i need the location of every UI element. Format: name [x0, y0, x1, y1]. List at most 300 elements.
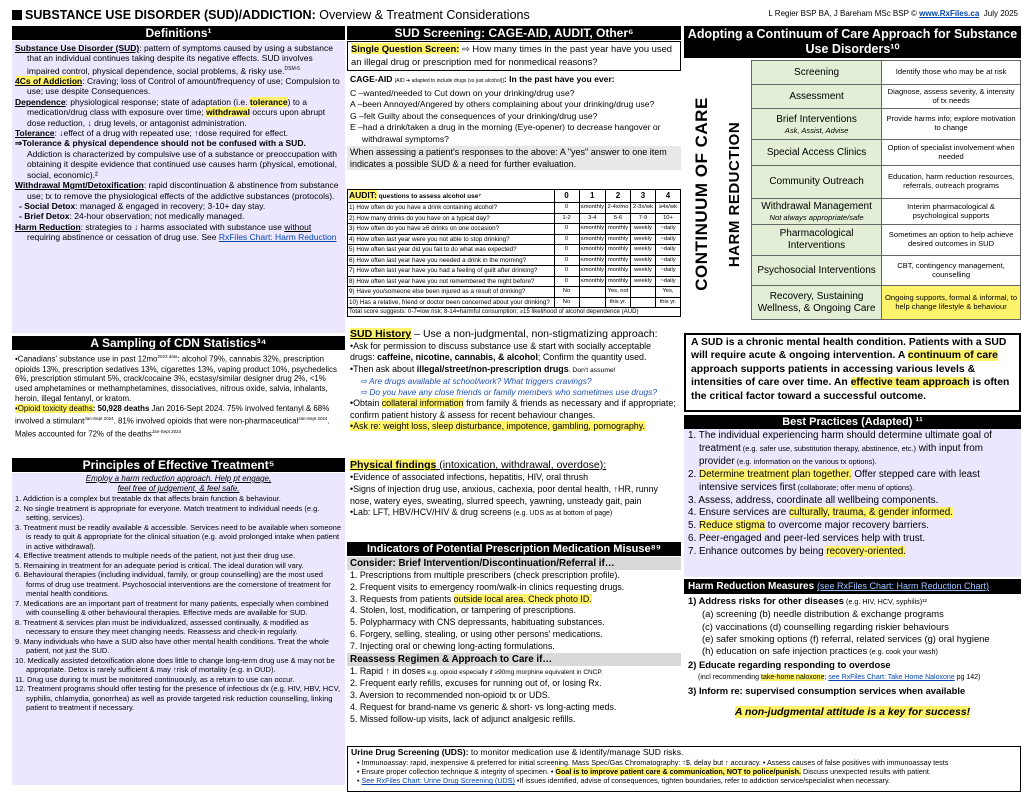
- audit-cell: ≤monthly: [579, 224, 605, 235]
- continuum-row: [752, 286, 1021, 320]
- principle-item: 5. Remaining in treatment for an adequate period is critical. The ideal duration will vary.: [15, 560, 304, 570]
- history-l2b: illegal/street/non-prescription drugs: [416, 363, 569, 374]
- audit-cell: 10+: [656, 213, 681, 224]
- audit-cell: 2-4x/mo: [606, 203, 631, 214]
- audit-cell: monthly: [606, 245, 631, 256]
- hrm-h2s3: pg 142): [954, 673, 981, 681]
- dependence-text2: ) to a medication/drug class with exposure over time;: [27, 96, 307, 118]
- audit-cell: weekly: [631, 245, 656, 256]
- hrm-h1s: (e.g. HIV, HCV, syphilis)¹²: [843, 597, 927, 606]
- harm-text1: : strategies to ↓ harms associated with substance use: [80, 221, 285, 232]
- site-link[interactable]: www.RxFiles.ca: [919, 9, 980, 18]
- tolerance-term: Tolerance: [15, 128, 55, 139]
- audit-cell: monthly: [606, 276, 631, 287]
- best-i7: 7. Enhance outcomes by being: [688, 546, 827, 558]
- continuum-level: [752, 140, 882, 166]
- continuum-level: [752, 256, 882, 286]
- audit-row: [348, 203, 681, 214]
- best-practices-section: [684, 429, 1021, 577]
- continuum-header: Adopting a Continuum of Care Approach for Substance Use Disorders¹⁰: [684, 26, 1021, 58]
- dependence-tol: tolerance: [249, 96, 288, 107]
- history-l1: •Ask for permission to discuss substance use & start with socially acceptable drugs:: [350, 341, 652, 363]
- not-confused-text: Addiction is characterized by compulsive use of a substance or preoccupation with obtaining it despite evidence that continued use causes harm (physical, emotional, social, economic).²: [27, 148, 337, 180]
- audit-cell: [631, 297, 656, 308]
- best-i7hl: recovery-oriented.: [826, 546, 906, 558]
- reassess-item: [350, 678, 678, 690]
- cage-lead: CAGE-AID: [350, 74, 393, 84]
- continuum-row: [752, 199, 1021, 225]
- hrm-title: Harm Reduction Measures: [688, 581, 815, 592]
- principle-item: 8. Treatment & services plan must be individualized, assessed continually, & modified as necessary to ensure they meet changing needs. Reassess and check-in regularly.: [15, 617, 309, 636]
- cage-item: A –been Annoyed/Angered by others complaining about your drinking/drug use?: [350, 99, 655, 109]
- continuum-side-2: [720, 58, 750, 330]
- physical-title: Physical findings: [350, 459, 437, 471]
- misuse-item-text: 5. Polypharmacy with CNS depressants, habituating substances.: [350, 617, 605, 628]
- hrm-title-link[interactable]: (see RxFiles Chart: Harm Reduction Chart): [816, 581, 989, 591]
- continuum-row: [752, 225, 1021, 256]
- principle-item: 6. Behavioural therapies (including individual, family, or group counselling) are the most used forms of drug use treatment. Psychosocial interventions are the cornerstone of treatment for mental health conditions.: [15, 570, 331, 598]
- best-i6: 6. Peer-engaged and peer-led services help with trust.: [688, 533, 926, 545]
- sud-text: : pattern of symptoms caused by using a substance that an individual continues taking despite its negative effects. SUD involves impaired control, physical dependence, social problems, & risky use.: [27, 43, 333, 76]
- best-i1s: (e.g. safer use, substitution therapy, abstinence, etc.): [740, 443, 916, 453]
- not-confused-lead: ⇒Tolerance & physical dependence should not be confused with a SUD.: [15, 138, 306, 149]
- chronic-text3: is often the critical factor toward a successful outcome.: [691, 377, 1010, 402]
- continuum-level-label: Special Access Clinics: [766, 146, 867, 158]
- brief-text: : 24-hour observation; not medically managed.: [69, 211, 245, 222]
- continuum-level: [752, 199, 882, 225]
- audit-col-3: 3: [631, 190, 656, 203]
- continuum-desc: Diagnose, assess severity, & intensity of tx needs: [882, 85, 1021, 109]
- audit-cell: weekly: [631, 266, 656, 277]
- withdrawal-term: Withdrawal Mgmt/Detoxification: [15, 180, 144, 191]
- audit-cell: 0: [554, 234, 579, 245]
- audit-row: [348, 266, 681, 277]
- harm-text2: requiring abstinence or cessation of drug use. See: [27, 232, 219, 243]
- stats-p2-rest2: . 81% involved opioids that were non-pharmaceutical: [113, 416, 299, 426]
- audit-row: [348, 287, 681, 298]
- audit-cell: ≤monthly: [579, 255, 605, 266]
- continuum-desc: Ongoing supports, formal & informal, to help change lifestyle & behaviour: [882, 286, 1021, 320]
- misuse-item: [350, 641, 678, 653]
- reassess-item-text: 5. Missed follow-up visits, lack of adjunct analgesic refills.: [350, 713, 576, 724]
- principle-item: 12. Treatment programs should offer testing for the presence of infectious dx (e.g. HIV, HBV, HCV, syphilis, chlamydia, gonorrhea) as well as provide targeted risk reduction counselling, linking patient to treatment if necessary.: [15, 684, 341, 712]
- audit-cell: 0: [554, 255, 579, 266]
- history-l2: •Then ask about: [350, 363, 417, 374]
- tolerance-text: : ↓effect of a drug with repeated use; ↑dose required for effect.: [54, 128, 289, 139]
- continuum-level: [752, 85, 882, 109]
- continuum-level-label: Screening: [794, 66, 840, 78]
- stats-p2-hl: •Opioid toxicity deaths: [15, 404, 93, 414]
- principle-item: 1. Addiction is a complex but treatable dx that affects brain function & behaviour.: [15, 494, 281, 503]
- continuum-row: [752, 140, 1021, 166]
- best-i2hl: Determine treatment plan together.: [698, 468, 852, 480]
- hrm-h2s2: ;: [824, 673, 829, 681]
- best-practices-header: Best Practices (Adapted) ¹¹: [684, 415, 1021, 429]
- audit-cell: this yr.: [606, 297, 631, 308]
- continuum-level-label: Brief Interventions: [776, 113, 857, 125]
- history-l3hl: collateral information: [381, 398, 464, 409]
- uds-b1: • Immunoassay: rapid, inexpensive & preferred for initial screening. Mass Spec/Gas Chromatography: ↑$, delay but ↑ accuracy. • Assess causes of false positives with immunoassay tests: [357, 758, 949, 767]
- single-question-box: [347, 41, 681, 71]
- misuse-item: [350, 617, 678, 629]
- misuse-item: [350, 570, 678, 582]
- best-i5hl: Reduce stigma: [698, 520, 765, 532]
- hrm-sub-item: [702, 621, 1017, 633]
- audit-cell: 0: [554, 245, 579, 256]
- hrm-h2hl: take-home naloxone: [761, 673, 825, 681]
- audit-cell: ≥4x/wk: [656, 203, 681, 214]
- continuum-level-label: Recovery, Sustaining Wellness, & Ongoing Care: [757, 290, 876, 314]
- audit-cell: monthly: [606, 255, 631, 266]
- audit-question: 10) Has a relative, friend or doctor been concerned about your drinking?: [348, 297, 555, 308]
- principle-item: 3. Treatment must be readily available & accessible. Services need to be available when someone is ready to quit & appropriate for the clinical situation (e.g. avoid prolonged intake when patient in active withdrawal).: [15, 522, 342, 551]
- uds-b2hl: Goal is to improve patient care & communication, NOT to police/punish.: [555, 767, 802, 777]
- reassess-item-text: 1. Rapid ↑ in doses: [350, 665, 426, 676]
- audit-cell: 0: [554, 203, 579, 214]
- continuum-level: [752, 166, 882, 199]
- audit-cell: monthly: [606, 234, 631, 245]
- best-i2b: Offer stepped care with least intensive services first: [699, 468, 980, 493]
- stats-p1: •Canadians' substance use in past 12mo: [15, 354, 158, 364]
- best-i1: 1. The individual experiencing harm should determine ultimate goal of treatment: [688, 430, 992, 454]
- principles-header: Principles of Effective Treatment⁵: [12, 458, 345, 472]
- continuum-row: [752, 85, 1021, 109]
- continuum-side-1: [684, 58, 720, 330]
- audit-cell: ≤monthly: [579, 245, 605, 256]
- physical-l2: •Signs of injection drug use, anxious, cachexia, poor dental health, ↑HR, runny nose, watery eyes, sweating, slurred speech, yawning, unsteady gait, pain: [350, 483, 658, 506]
- history-l4: •Ask re: weight loss, sleep disturbance, impotence, gambling, pornography.: [350, 421, 645, 432]
- misuse-item: [350, 629, 678, 641]
- continuum-level: [752, 61, 882, 85]
- audit-cell: ≤monthly: [579, 266, 605, 277]
- reassess-item: [350, 702, 678, 714]
- audit-question: 7) How often last year have you had a feeling of guilt after drinking?: [348, 266, 555, 277]
- page-title: SUBSTANCE USE DISORDER (SUD)/ADDICTION:: [25, 8, 316, 22]
- screening-header: SUD Screening: CAGE-AID, AUDIT, Other⁶: [347, 26, 681, 40]
- harm-reduction-side-label: HARM REDUCTION: [726, 121, 744, 267]
- continuum-level-label: Assessment: [789, 90, 844, 102]
- uds-b2b: Discuss unexpected results with patient.: [801, 767, 931, 777]
- audit-cell: 7-9: [631, 213, 656, 224]
- continuum-row: [752, 256, 1021, 286]
- principle-item: 11. Drug use during tx must be monitored continuously, as a return to use can occur.: [15, 674, 295, 684]
- chronic-hl2: effective team approach: [850, 377, 970, 389]
- principle-item: 2. No single treatment is appropriate for everyone. Match treatment to individual needs (e.g. setting, services).: [15, 503, 320, 522]
- hrm-sub-text: (c) vaccinations (d) counselling regarding riskier behaviours: [702, 620, 949, 632]
- best-i2: 2.: [688, 468, 699, 480]
- sud-sup: DSM-5: [284, 65, 301, 72]
- history-title-rest: – Use a non-judgmental, non-stigmatizing approach:: [411, 328, 658, 340]
- physical-l1: •Evidence of associated infections, hepatitis, HIV, oral thrush: [350, 472, 589, 482]
- hrm-sub-item: [702, 633, 1017, 645]
- continuum-table: [751, 60, 1021, 320]
- principle-item: 4. Effective treatment attends to multiple needs of the patient, not just their drug use.: [15, 551, 296, 560]
- audit-col-0: 0: [554, 190, 579, 203]
- misuse-item-text: 6. Forgery, selling, stealing, or using other persons' medications.: [350, 628, 603, 639]
- audit-title2: questions to assess alcohol use⁷: [376, 193, 482, 200]
- audit-cell: monthly: [606, 266, 631, 277]
- audit-row: [348, 213, 681, 224]
- misuse-item-text: 7. Injecting oral or chewing long-acting formulations.: [350, 640, 555, 651]
- chronic-text1: A SUD is a chronic mental health condition. Patients with a SUD will require acute & ongoing intervention. A: [691, 337, 1007, 362]
- single-question-lead: Single Question Screen:: [351, 43, 460, 54]
- audit-cell: 3-4: [579, 213, 605, 224]
- stats-p2-rest: Jan 2016-Sept 2024. 75% involved fentanyl & 68% involved a stimulant: [15, 404, 330, 426]
- history-l1c: ; Confirm the quantity used.: [537, 352, 647, 363]
- uds-lead2: to monitor medication use & identify/manage SUD risks.: [468, 747, 684, 757]
- audit-cell: 0: [554, 224, 579, 235]
- audit-question: 3) How often do you have ≥6 drinks on one occasion?: [348, 224, 555, 235]
- hrm-tagline: A non-judgmental attitude is a key for success!: [734, 706, 971, 719]
- audit-score: Total score suggests: 0-7=low risk; 8-14=harmful consumption; ≥15 likelihood of alcohol dependence (AUD): [349, 308, 639, 316]
- history-q2: ⇨ Do you have any close friends or family members who sometimes use drugs?: [360, 387, 658, 398]
- misuse-section: [347, 557, 681, 745]
- continuum-level: [752, 286, 882, 320]
- stats-p2-rest3: . Males accounted for 72% of the deaths: [15, 416, 330, 439]
- principles-intro1: Employ a harm reduction approach. Help pt engage,: [85, 474, 272, 483]
- audit-cell: ~daily: [656, 245, 681, 256]
- audit-cell: weekly: [631, 255, 656, 266]
- continuum-side-label: CONTINUUM OF CARE: [692, 97, 712, 291]
- audit-cell: 0: [554, 266, 579, 277]
- dependence-text3: occurs upon abrupt dose reduction, ↓ drug levels, or antagonist administration.: [27, 107, 326, 128]
- principles-intro2: feel free of judgement, & feel safe.: [117, 483, 240, 493]
- naloxone-link[interactable]: see RxFiles Chart: Take Home Naloxone: [828, 673, 955, 681]
- date: July 2025: [983, 9, 1018, 18]
- best-i5: 5.: [688, 520, 699, 532]
- audit-question: 2) How many drinks do you have on a typical day?: [348, 213, 555, 224]
- audit-cell: ~daily: [656, 255, 681, 266]
- audit-cell: No: [554, 287, 579, 298]
- chronic-hl: continuum of care: [907, 350, 998, 362]
- page-subtitle: Overview & Treatment Considerations: [315, 8, 530, 22]
- hrm-sub-text: (a) screening (b) needle distribution & exchange programs: [702, 608, 944, 620]
- misuse-consider: Consider: Brief Intervention/Discontinuation/Referral if…: [347, 557, 681, 570]
- audit-question: 9) Have you/someone else been injured as a result of drinking?: [348, 287, 555, 298]
- dependence-wd: withdrawal: [206, 107, 250, 118]
- continuum-level-label: Pharmacological Interventions: [779, 228, 854, 251]
- hrm-h2: 2) Educate regarding responding to overdose: [688, 659, 891, 671]
- continuum-level: [752, 109, 882, 140]
- best-i3: 3. Assess, address, coordinate all wellbeing components.: [688, 494, 939, 506]
- definitions-section: [12, 41, 345, 333]
- best-i1s2: (e.g. information on the various tx options).: [734, 456, 877, 466]
- audit-row: [348, 297, 681, 308]
- audit-cell: ~daily: [656, 266, 681, 277]
- audit-col-1: 1: [579, 190, 605, 203]
- uds-box: Urine Drug Screening (UDS): to monitor medication use & identify/manage SUD risks. • Immunoassay: rapid, inexpensive & preferred for initial screening. Mass Spec/Gas Chromatography: ↑$, delay but ↑ accuracy. • Assess causes of false positives with immunoassay tests • Ensure proper collection technique & integrity of specimen. • Goal is to improve patient care & communication, NOT to police/punish. Discuss unexpected results with patient. • See RxFiles Chart: Urine Drug Screening (UDS) •If issues identified, advise of consequences, tighten boundaries, refer to addiction service/specialist when necessary.: [347, 746, 1021, 792]
- continuum-level-label: Withdrawal Management: [761, 201, 872, 212]
- history-l3: •Obtain: [350, 398, 382, 409]
- audit-cell: Yes,: [656, 287, 681, 298]
- continuum-level-label: Psychosocial Interventions: [757, 264, 876, 276]
- hrm-h2s: (incl recommending: [698, 673, 762, 681]
- harm-term: Harm Reduction: [15, 221, 81, 232]
- hrm-sub-item: [702, 645, 1017, 658]
- hrm-h1: 1) Address risks for other diseases: [688, 595, 844, 606]
- audit-question: 5) How often last year did you fail to do what was expected?: [348, 245, 555, 256]
- cage-item: C –wanted/needed to Cut down on your drinking/drug use?: [350, 87, 575, 98]
- uds-link[interactable]: See RxFiles Chart: Urine Drug Screening (UDS): [361, 776, 515, 786]
- audit-cell: 0: [554, 276, 579, 287]
- misuse-item-text: 2. Frequent visits to emergency room/walk-in clinics requesting drugs.: [350, 581, 625, 592]
- hrm-sub-text: (e) safer smoking options (f) referral, related services (g) oral hygiene: [702, 632, 990, 644]
- best-i2s: (collaborate; offer menu of options).: [795, 482, 915, 492]
- audit-cell: No: [554, 297, 579, 308]
- reassess-item1-small: e.g. opioid especially if ≥90mg morphine equivalent in CNCP.: [425, 668, 603, 676]
- audit-cell: ≤monthly: [579, 203, 605, 214]
- stats-p2-b: : 50,928 deaths: [92, 404, 150, 414]
- brief-term: - Brief Detox: [19, 211, 70, 222]
- principles-section: [12, 473, 345, 785]
- stats-sup3: Jan-Sept 2024: [151, 428, 182, 434]
- stats-p1-sup: 2023 data: [157, 354, 178, 359]
- social-text: : managed & engaged in recovery; 3-10+ day stay.: [75, 200, 266, 211]
- hrm-sub-item: [702, 608, 1017, 620]
- audit-cell: 2-3x/wk: [631, 203, 656, 214]
- history-l1b: caffeine, nicotine, cannabis, & alcohol: [377, 352, 538, 363]
- misuse-item: [350, 605, 678, 617]
- reassess-item-text: 2. Frequent early refills, excuses for running out of, or losing Rx.: [350, 678, 602, 689]
- four-cs-text: : Craving; loss of Control of amount/frequency of use; Compulsion to use; use despite Consequences.: [27, 76, 340, 97]
- cage-aid-section: [347, 73, 681, 186]
- social-term: - Social Detox: [19, 200, 76, 211]
- audit-cell: monthly: [606, 224, 631, 235]
- continuum-desc: Education, harm reduction resources, referrals, outreach programs: [882, 166, 1021, 199]
- reassess-item: [350, 690, 678, 702]
- audit-section: [347, 189, 681, 324]
- reassess-item-text: 4. Request for brand-name vs generic & short- vs long-acting meds.: [350, 701, 617, 712]
- physical-l3: •Lab: LFT, HBV/HCV/HIV & drug screens: [350, 507, 512, 518]
- principle-item: 7. Medications are an important part of treatment for many patients, especially when combined with counselling & other behavioural therapies. Effective meds are available for SUD.: [15, 598, 329, 617]
- page-header: [12, 6, 1020, 24]
- uds-b3: •If issues identified, advise of consequences, tighten boundaries, refer to addiction service/specialist when necessary.: [514, 776, 891, 786]
- stats-p1-rest: : alcohol 79%, cannabis 32%, prescription opioids 13%, prescription sedatives 13%, cigarettes 13%, vaping product 10%, psychedelics 6%, prescription stimulant 5%, crack/cocaine 3%, ecstasy/similar designer drug 2%, <1% used amphetamines or methamphetamines, dissociatives, nitrous oxide, salvia, inhalants, heroin, illegal fentanyl, or kratom.: [15, 354, 337, 404]
- misuse-reassess: Reassess Regimen & Approach to Care if…: [347, 653, 681, 666]
- sud-term: Substance Use Disorder (SUD): [15, 43, 140, 53]
- dependence-term: Dependence: [15, 96, 66, 107]
- audit-question: 8) How often last year have you not remembered the night before?: [348, 276, 555, 287]
- best-i1b: with input from provider: [699, 442, 983, 467]
- uds-b2a: • Ensure proper collection technique & integrity of specimen. •: [357, 767, 556, 777]
- misuse-header: Indicators of Potential Prescription Medication Misuse⁸⁹: [347, 542, 681, 556]
- audit-cell: weekly: [631, 224, 656, 235]
- physical-l3s: (e.g. UDS as at bottom of page): [511, 510, 613, 518]
- misuse-item-text: 1. Prescriptions from multiple prescribers (check prescription profile).: [350, 570, 620, 580]
- continuum-desc: Option of specialist involvement when needed: [882, 140, 1021, 166]
- cage-item: G –felt Guilty about the consequences of your drinking/drug use?: [350, 110, 598, 121]
- history-q1: ⇨ Are drugs available at school/work? What triggers cravings?: [360, 375, 592, 386]
- continuum-row: [752, 61, 1021, 85]
- audit-col-2: 2: [606, 190, 631, 203]
- audit-cell: 1-2: [554, 213, 579, 224]
- audit-question: 4) How often last year were you not able to stop drinking?: [348, 234, 555, 245]
- hrm-h3: 3) Inform re: supervised consumption services when available: [688, 684, 966, 696]
- misuse-item: [350, 594, 678, 606]
- audit-question: 6) How often last year have you needed a drink in the morning?: [348, 255, 555, 266]
- continuum-desc: Sometimes an option to help achieve desired outcomes in SUD: [882, 225, 1021, 256]
- audit-row: [348, 245, 681, 256]
- audit-row: [348, 276, 681, 287]
- misuse-item: [350, 582, 678, 594]
- audit-cell: [579, 297, 605, 308]
- sud-history-section: [347, 327, 681, 455]
- audit-cell: weekly: [631, 234, 656, 245]
- authors: L Regier BSP BA, J Bareham MSc BSP ©: [768, 9, 920, 18]
- continuum-desc: Identify those who may be at risk: [882, 61, 1021, 85]
- history-l3c: from family & friends as necessary and if appropriate; confirm patient history & assess for recent behaviour changes.: [350, 398, 676, 420]
- audit-cell: ≤monthly: [579, 234, 605, 245]
- audit-cell: weekly: [631, 276, 656, 287]
- audit-title: AUDIT:: [349, 190, 377, 200]
- harm-without: without: [284, 221, 312, 232]
- continuum-level: [752, 225, 882, 256]
- best-i4hl: culturally, trauma, & gender informed.: [789, 507, 953, 519]
- cage-item: E –had a drink/taken a drug in the morning (Eye-opener) to decrease hangover or withdrawal symptoms?: [350, 122, 661, 144]
- audit-cell: ≤monthly: [579, 276, 605, 287]
- definitions-header: Definitions¹: [12, 26, 345, 40]
- dependence-text1: : physiological response; state of adaptation (i.e.: [65, 96, 250, 107]
- continuum-desc: Provide harms info; explore motivation to change: [882, 109, 1021, 140]
- audit-col-4: 4: [656, 190, 681, 203]
- history-l2c: . Don't assume!: [568, 366, 616, 374]
- audit-cell: [631, 287, 656, 298]
- continuum-level-sub: Not always appropriate/safe: [769, 213, 864, 222]
- audit-cell: [579, 287, 605, 298]
- audit-cell: ~daily: [656, 276, 681, 287]
- continuum-row: [752, 109, 1021, 140]
- stats-sup2: Jan-Sept 2024: [298, 416, 328, 422]
- audit-cell: ~daily: [656, 234, 681, 245]
- audit-question: 1) How often do you have a drink containing alcohol?: [348, 203, 555, 214]
- stats-sup1: Jan-Sept 2024: [84, 416, 114, 422]
- header-icon: [12, 10, 22, 20]
- history-title: SUD History: [350, 328, 412, 340]
- statistics-section: [12, 351, 345, 457]
- continuum-desc: CBT, contingency management, counselling: [882, 256, 1021, 286]
- physical-title-rest: (intoxication, withdrawal, overdose):: [436, 459, 607, 471]
- harm-reduction-link[interactable]: RxFiles Chart: Harm Reduction: [218, 232, 337, 243]
- single-question-text: ⇨ How many times in the past year have you used an illegal drug or prescription med for nonmedical reasons?: [351, 43, 673, 67]
- reassess-item: [350, 714, 678, 726]
- uds-lead: Urine Drug Screening (UDS):: [351, 747, 469, 757]
- cage-small: [AID ➔ adapted to include drugs (vs just alcohol)]: [394, 78, 504, 84]
- chronic-condition-box: [684, 333, 1021, 412]
- reassess-item-text: 3. Aversion to recommended non-opioid tx or UDS.: [350, 690, 551, 701]
- audit-cell: Yes, not: [606, 287, 631, 298]
- audit-row: [348, 224, 681, 235]
- cage-note: When assessing a patient's responses to the above: A "yes" answer to one item indicates a possible SUD & a need for further evaluation.: [347, 146, 681, 170]
- hrm-sub-text: (h) education on safe injection practices: [702, 645, 868, 657]
- physical-findings-section: [347, 458, 681, 540]
- continuum-level-sub: Ask, Assist, Advise: [784, 125, 849, 135]
- best-i5b: to overcome major recovery barriers.: [764, 520, 929, 532]
- principle-item: 10. Medically assisted detoxification alone does little to change long-term drug use & may not be appropriate. Detox is rarely sufficient & may ↑risk of mortality (e.g. in OUD).: [15, 655, 335, 674]
- misuse-item-text: 4. Stolen, lost, modification, or tampering of prescriptions.: [350, 605, 576, 616]
- misuse-item3-hl: outside local area. Check photo ID.: [453, 593, 592, 604]
- audit-row: [348, 255, 681, 266]
- audit-cell: 5-6: [606, 213, 631, 224]
- misuse-item-text: 3. Requests from patients: [350, 593, 454, 604]
- hrm-sub-small: (e.g. cook your wash): [867, 647, 938, 657]
- continuum-desc: Interim pharmacological & psychological supports: [882, 199, 1021, 225]
- harm-reduction-header: [684, 579, 1021, 594]
- audit-cell: ~daily: [656, 224, 681, 235]
- audit-row: [348, 234, 681, 245]
- continuum-row: [752, 166, 1021, 199]
- best-i4: 4. Ensure services are: [688, 507, 789, 519]
- audit-cell: this yr.: [656, 297, 681, 308]
